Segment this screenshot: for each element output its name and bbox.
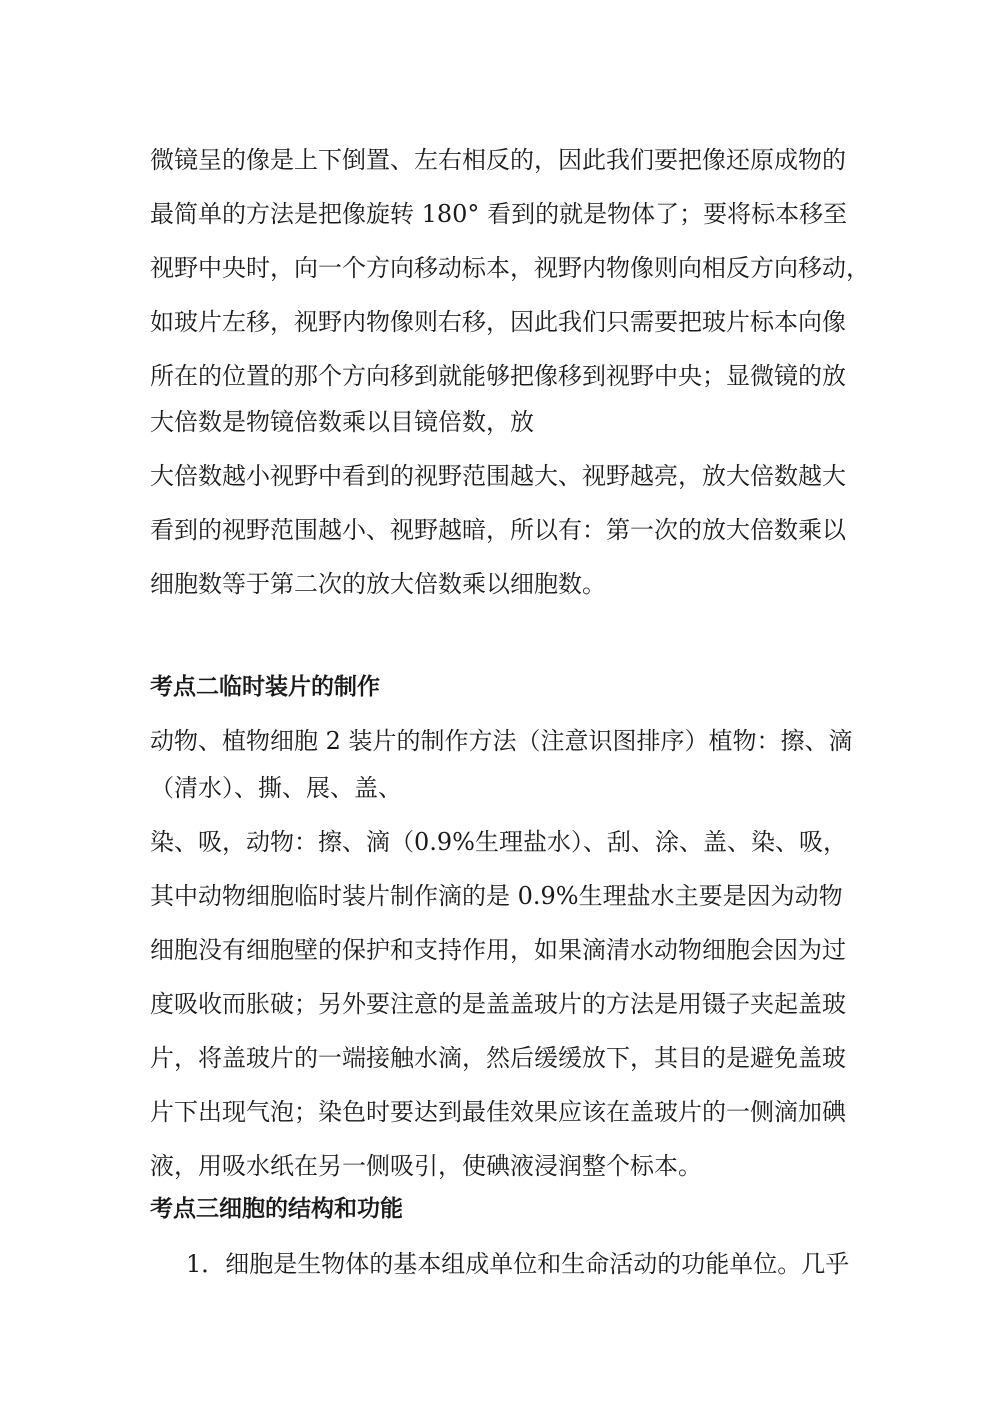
text-line: 细胞数等于第二次的放大倍数乘以细胞数。	[150, 570, 606, 598]
text-line: 度吸收而胀破；另外要注意的是盖盖玻片的方法是用镊子夹起盖玻	[150, 990, 846, 1018]
section-heading: 考点三细胞的结构和功能	[150, 1196, 403, 1222]
text-line: 微镜呈的像是上下倒置、左右相反的，因此我们要把像还原成物的	[150, 146, 846, 174]
text-line: 动物、植物细胞 2 装片的制作方法（注意识图排序）植物：擦、滴	[150, 727, 853, 755]
text-line: 1．细胞是生物体的基本组成单位和生命活动的功能单位。几乎	[186, 1250, 850, 1278]
text-line: 其中动物细胞临时装片制作滴的是 0.9%生理盐水主要是因为动物	[150, 882, 843, 910]
text-line: 如玻片左移，视野内物像则右移，因此我们只需要把玻片标本向像	[150, 308, 846, 336]
text-line: 所在的位置的那个方向移到就能够把像移到视野中央；显微镜的放	[150, 362, 846, 390]
text-line: 片下出现气泡；染色时要达到最佳效果应该在盖玻片的一侧滴加碘	[150, 1098, 846, 1126]
text-line: 最简单的方法是把像旋转 180° 看到的就是物体了；要将标本移至	[150, 200, 848, 228]
text-line: 大倍数越小视野中看到的视野范围越大、视野越亮，放大倍数越大	[150, 462, 846, 490]
text-line: 细胞没有细胞壁的保护和支持作用，如果滴清水动物细胞会因为过	[150, 936, 846, 964]
text-line: 染、吸，动物：擦、滴（0.9%生理盐水）、刮、涂、盖、染、吸，	[150, 828, 847, 856]
section-heading: 考点二临时装片的制作	[150, 674, 380, 700]
text-line: 大倍数是物镜倍数乘以目镜倍数，放	[150, 408, 534, 436]
text-line: 液，用吸水纸在另一侧吸引，使碘液浸润整个标本。	[150, 1152, 702, 1180]
text-line: 片，将盖玻片的一端接触水滴，然后缓缓放下，其目的是避免盖玻	[150, 1044, 846, 1072]
text-line: 看到的视野范围越小、视野越暗，所以有：第一次的放大倍数乘以	[150, 516, 846, 544]
text-line: （清水）、撕、展、盖、	[150, 774, 402, 802]
text-line: 视野中央时，向一个方向移动标本，视野内物像则向相反方向移动，	[150, 254, 870, 282]
